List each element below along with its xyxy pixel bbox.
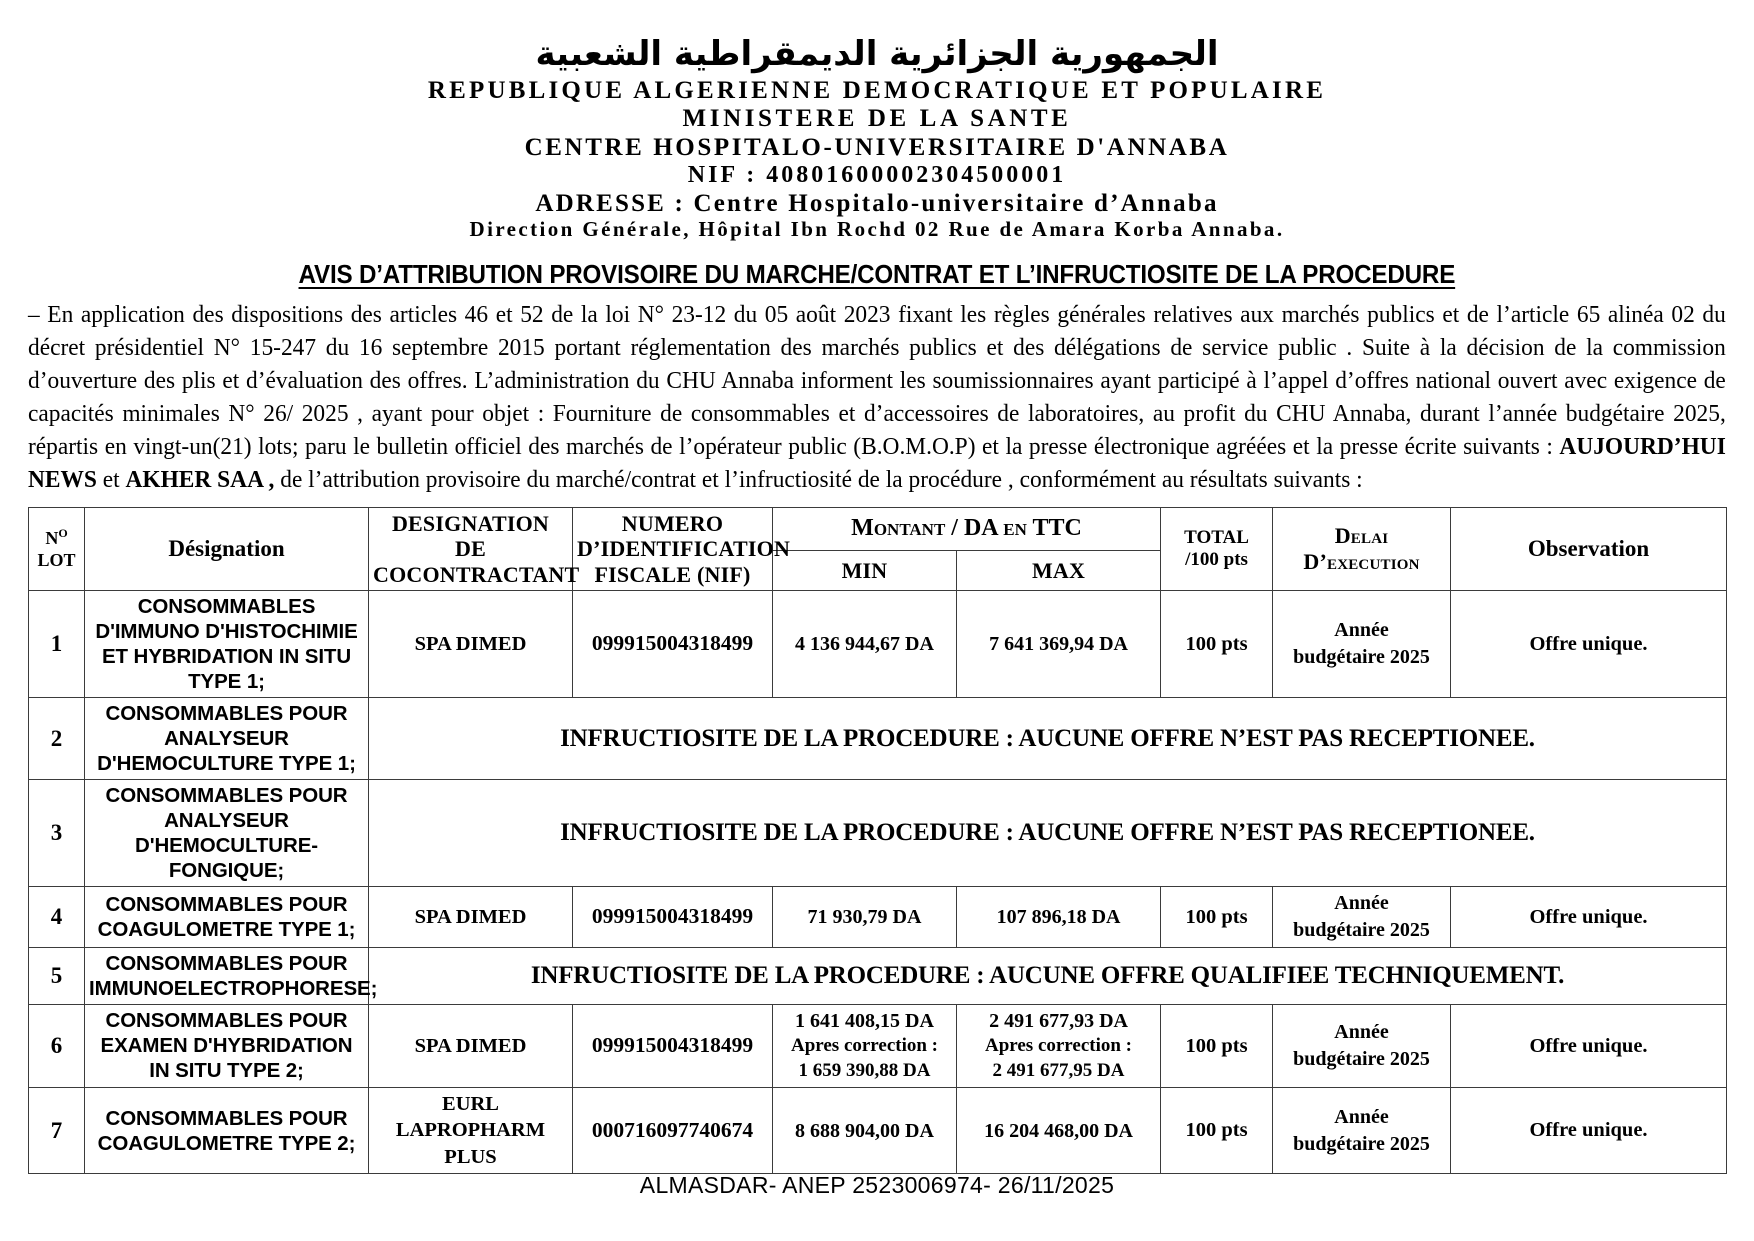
arabic-title: الجمهورية الجزائرية الديمقراطية الشعبية: [535, 34, 1219, 74]
table-row: [29, 948, 1727, 1005]
cell-total-points: 100 pts: [1161, 591, 1273, 698]
amount-value: 1 641 408,15 DA: [795, 1010, 934, 1033]
cell-amount-max: [957, 1087, 1161, 1174]
cell-lot-number: 1: [29, 591, 85, 698]
amount-value: 16 204 468,00 DA: [984, 1119, 1133, 1142]
header-total-line1: TOTAL: [1184, 526, 1249, 548]
cell-infructiosite-message: INFRUCTIOSITE DE LA PROCEDURE : AUCUNE OFFRE N’EST PAS RECEPTIONEE.: [369, 698, 1727, 780]
table-head: [29, 507, 1727, 591]
intro-paragraph: [28, 299, 1726, 497]
header-cocontractant: [369, 507, 580, 591]
address-line: ADRESSE : Centre Hospitalo-universitaire d’Annaba: [535, 189, 1219, 217]
header-designation: Désignation: [85, 507, 369, 591]
delai-line1: Année: [1334, 1105, 1389, 1128]
ministry-line: MINISTERE DE LA SANTE: [682, 105, 1072, 133]
amount-correction-label: Apres correction :: [984, 1035, 1133, 1057]
republic-line: REPUBLIQUE ALGERIENNE DEMOCRATIQUE ET POPULAIRE: [427, 76, 1327, 104]
cell-nif: 099915004318499: [573, 591, 773, 698]
delai-line2: budgétaire 2025: [1293, 919, 1430, 942]
header-nif: [573, 507, 791, 591]
header-delai-line1: Delai: [1334, 523, 1389, 549]
cell-lot-number: 6: [29, 1005, 85, 1087]
table-row: [29, 1005, 1727, 1087]
amount-correction-label: Apres correction :: [790, 1035, 939, 1057]
newspaper-conjunction: et: [96, 465, 126, 493]
footer-reference: ALMASDAR- ANEP 2523006974- 26/11/2025: [639, 1172, 1115, 1198]
cell-delai-execution: [1273, 1005, 1451, 1087]
newspaper-name-2: AKHER SAA ,: [125, 465, 275, 493]
cell-designation: CONSOMMABLES D'IMMUNO D'HISTOCHIMIE ET HYBRIDATION IN SITU TYPE 1;: [85, 591, 369, 698]
header-lot-sub: LOT: [37, 550, 76, 571]
header-montant: Montant / DA en TTC: [773, 507, 1161, 550]
header-coc-line1: DESIGNATION: [391, 510, 550, 536]
results-table: [28, 507, 1727, 1175]
amount-value: 71 930,79 DA: [807, 906, 922, 929]
intro-text-part2: de l’attribution provisoire du marché/contrat et l’infructiosité de la procédure , conformément au résultats suivants :: [274, 465, 1363, 493]
cell-nif: 099915004318499: [573, 1005, 773, 1087]
cell-designation: CONSOMMABLES POUR COAGULOMETRE TYPE 2;: [85, 1087, 369, 1174]
table-row: [29, 780, 1727, 887]
cell-cocontractant: SPA DIMED: [369, 1005, 573, 1087]
cell-observation: Offre unique.: [1451, 1087, 1727, 1174]
cell-amount-min: [773, 1005, 957, 1087]
cell-infructiosite-message: INFRUCTIOSITE DE LA PROCEDURE : AUCUNE OFFRE N’EST PAS RECEPTIONEE.: [369, 780, 1727, 887]
cell-lot-number: 5: [29, 948, 85, 1005]
delai-line1: Année: [1334, 619, 1389, 642]
amount-value: 4 136 944,67 DA: [795, 633, 934, 656]
delai-line2: budgétaire 2025: [1293, 1047, 1430, 1070]
cell-designation: CONSOMMABLES POUR IMMUNOELECTROPHORESE;: [85, 948, 369, 1005]
delai-line2: budgétaire 2025: [1293, 1132, 1430, 1155]
delai-line1: Année: [1334, 892, 1389, 915]
header-min: MIN: [773, 550, 957, 590]
document-header: [28, 36, 1726, 242]
header-max: MAX: [957, 550, 1161, 590]
cell-delai-execution: [1273, 1087, 1451, 1174]
intro-text-part1: – En application des dispositions des articles 46 et 52 de la loi N° 23-12 du 05 août 2023 fixant les règles générales relatives aux marchés publics et de l’article 65 alinéa 02 du décret présidentiel N° 15-247 du 16 septembre 2015 portant réglementation des marchés publics et des délégations de service public . Suite à la décision de la commission d’ouverture des plis et d’évaluation des offres. L’administration du CHU Annaba informent les soumissionnaires ayant participé à l’appel d’offres national ouvert avec exigence de capacités minimales N° 26/ 2025 , ayant pour objet : Fourniture de consommables et d’accessoires de laboratoires, au profit du CHU Annaba, durant l’année budgétaire 2025, répartis en vingt-un(21) lots; paru le bulletin officiel des marchés de l’opérateur public (B.O.M.O.P) et la presse électronique agréées et la presse écrite suivants :: [28, 301, 1726, 460]
delai-line1: Année: [1334, 1020, 1389, 1043]
amount-value: 7 641 369,94 DA: [989, 633, 1128, 656]
header-nif-line2: D’IDENTIFICATION: [577, 536, 791, 562]
cell-lot-number: 4: [29, 887, 85, 948]
cell-nif: 000716097740674: [573, 1087, 773, 1174]
cell-total-points: 100 pts: [1161, 1087, 1273, 1174]
header-total-line2: /100 pts: [1185, 548, 1248, 570]
header-delai-line2: D’execution: [1303, 548, 1420, 574]
table-header-row-1: [29, 507, 1727, 550]
address-detail-line: Direction Générale, Hôpital Ibn Rochd 02 Rue de Amara Korba Annaba.: [469, 217, 1285, 242]
cell-amount-max: [957, 887, 1161, 948]
cell-observation: Offre unique.: [1451, 591, 1727, 698]
cell-amount-max: [957, 591, 1161, 698]
cell-designation: CONSOMMABLES POUR COAGULOMETRE TYPE 1;: [85, 887, 369, 948]
cell-delai-execution: [1273, 591, 1451, 698]
table-row: [29, 591, 1727, 698]
cell-amount-min: [773, 591, 957, 698]
header-coc-line2: DE: [455, 536, 486, 562]
header-nif-line1: NUMERO: [621, 510, 724, 536]
amount-value: 107 896,18 DA: [996, 906, 1121, 929]
cell-observation: Offre unique.: [1451, 1005, 1727, 1087]
amount-value: 2 491 677,93 DA: [989, 1010, 1128, 1033]
table-row: [29, 1087, 1727, 1174]
table-body: [29, 591, 1727, 1174]
institution-line: CENTRE HOSPITALO-UNIVERSITAIRE D'ANNABA: [524, 133, 1230, 161]
cell-lot-number: 3: [29, 780, 85, 887]
page-title-wrap: [28, 259, 1726, 290]
amount-value: 8 688 904,00 DA: [795, 1119, 934, 1142]
cell-observation: Offre unique.: [1451, 887, 1727, 948]
cell-cocontractant: EURL LAPROPHARM PLUS: [369, 1087, 573, 1174]
cell-amount-max: [957, 1005, 1161, 1087]
cell-designation: CONSOMMABLES POUR ANALYSEUR D'HEMOCULTURE TYPE 1;: [85, 698, 369, 780]
header-lot-n: N: [45, 527, 59, 548]
header-lot-sup: O: [58, 525, 68, 540]
cell-cocontractant: SPA DIMED: [369, 591, 573, 698]
header-delai: [1273, 507, 1451, 591]
amount-correction-value: 2 491 677,95 DA: [992, 1059, 1125, 1081]
cell-amount-min: [773, 1087, 957, 1174]
cell-delai-execution: [1273, 887, 1451, 948]
header-total: [1161, 507, 1273, 591]
header-observation: Observation: [1451, 507, 1727, 591]
delai-line2: budgétaire 2025: [1293, 646, 1430, 669]
cell-total-points: 100 pts: [1161, 887, 1273, 948]
cell-lot-number: 7: [29, 1087, 85, 1174]
amount-correction-value: 1 659 390,88 DA: [798, 1059, 931, 1081]
newspaper-name-1: AUJOURD’HUI NEWS: [28, 432, 1726, 493]
cell-amount-min: [773, 887, 957, 948]
cell-lot-number: 2: [29, 698, 85, 780]
cell-infructiosite-message: INFRUCTIOSITE DE LA PROCEDURE : AUCUNE OFFRE QUALIFIEE TECHNIQUEMENT.: [369, 948, 1727, 1005]
cell-designation: CONSOMMABLES POUR ANALYSEUR D'HEMOCULTURE-FONGIQUE;: [85, 780, 369, 887]
header-lot-number: [29, 507, 85, 591]
cell-cocontractant: SPA DIMED: [369, 887, 573, 948]
header-nif-line3: FISCALE (NIF): [594, 561, 751, 587]
page-title: AVIS D’ATTRIBUTION PROVISOIRE DU MARCHE/CONTRAT ET L’INFRUCTIOSITE DE LA PROCEDURE: [298, 259, 1456, 290]
header-coc-line3: COCONTRACTANT: [373, 561, 580, 587]
cell-nif: 099915004318499: [573, 887, 773, 948]
nif-line: NIF : 40801600002304500001: [687, 162, 1067, 189]
table-row: [29, 887, 1727, 948]
cell-designation: CONSOMMABLES POUR EXAMEN D'HYBRIDATION IN SITU TYPE 2;: [85, 1005, 369, 1087]
cell-total-points: 100 pts: [1161, 1005, 1273, 1087]
table-row: [29, 698, 1727, 780]
